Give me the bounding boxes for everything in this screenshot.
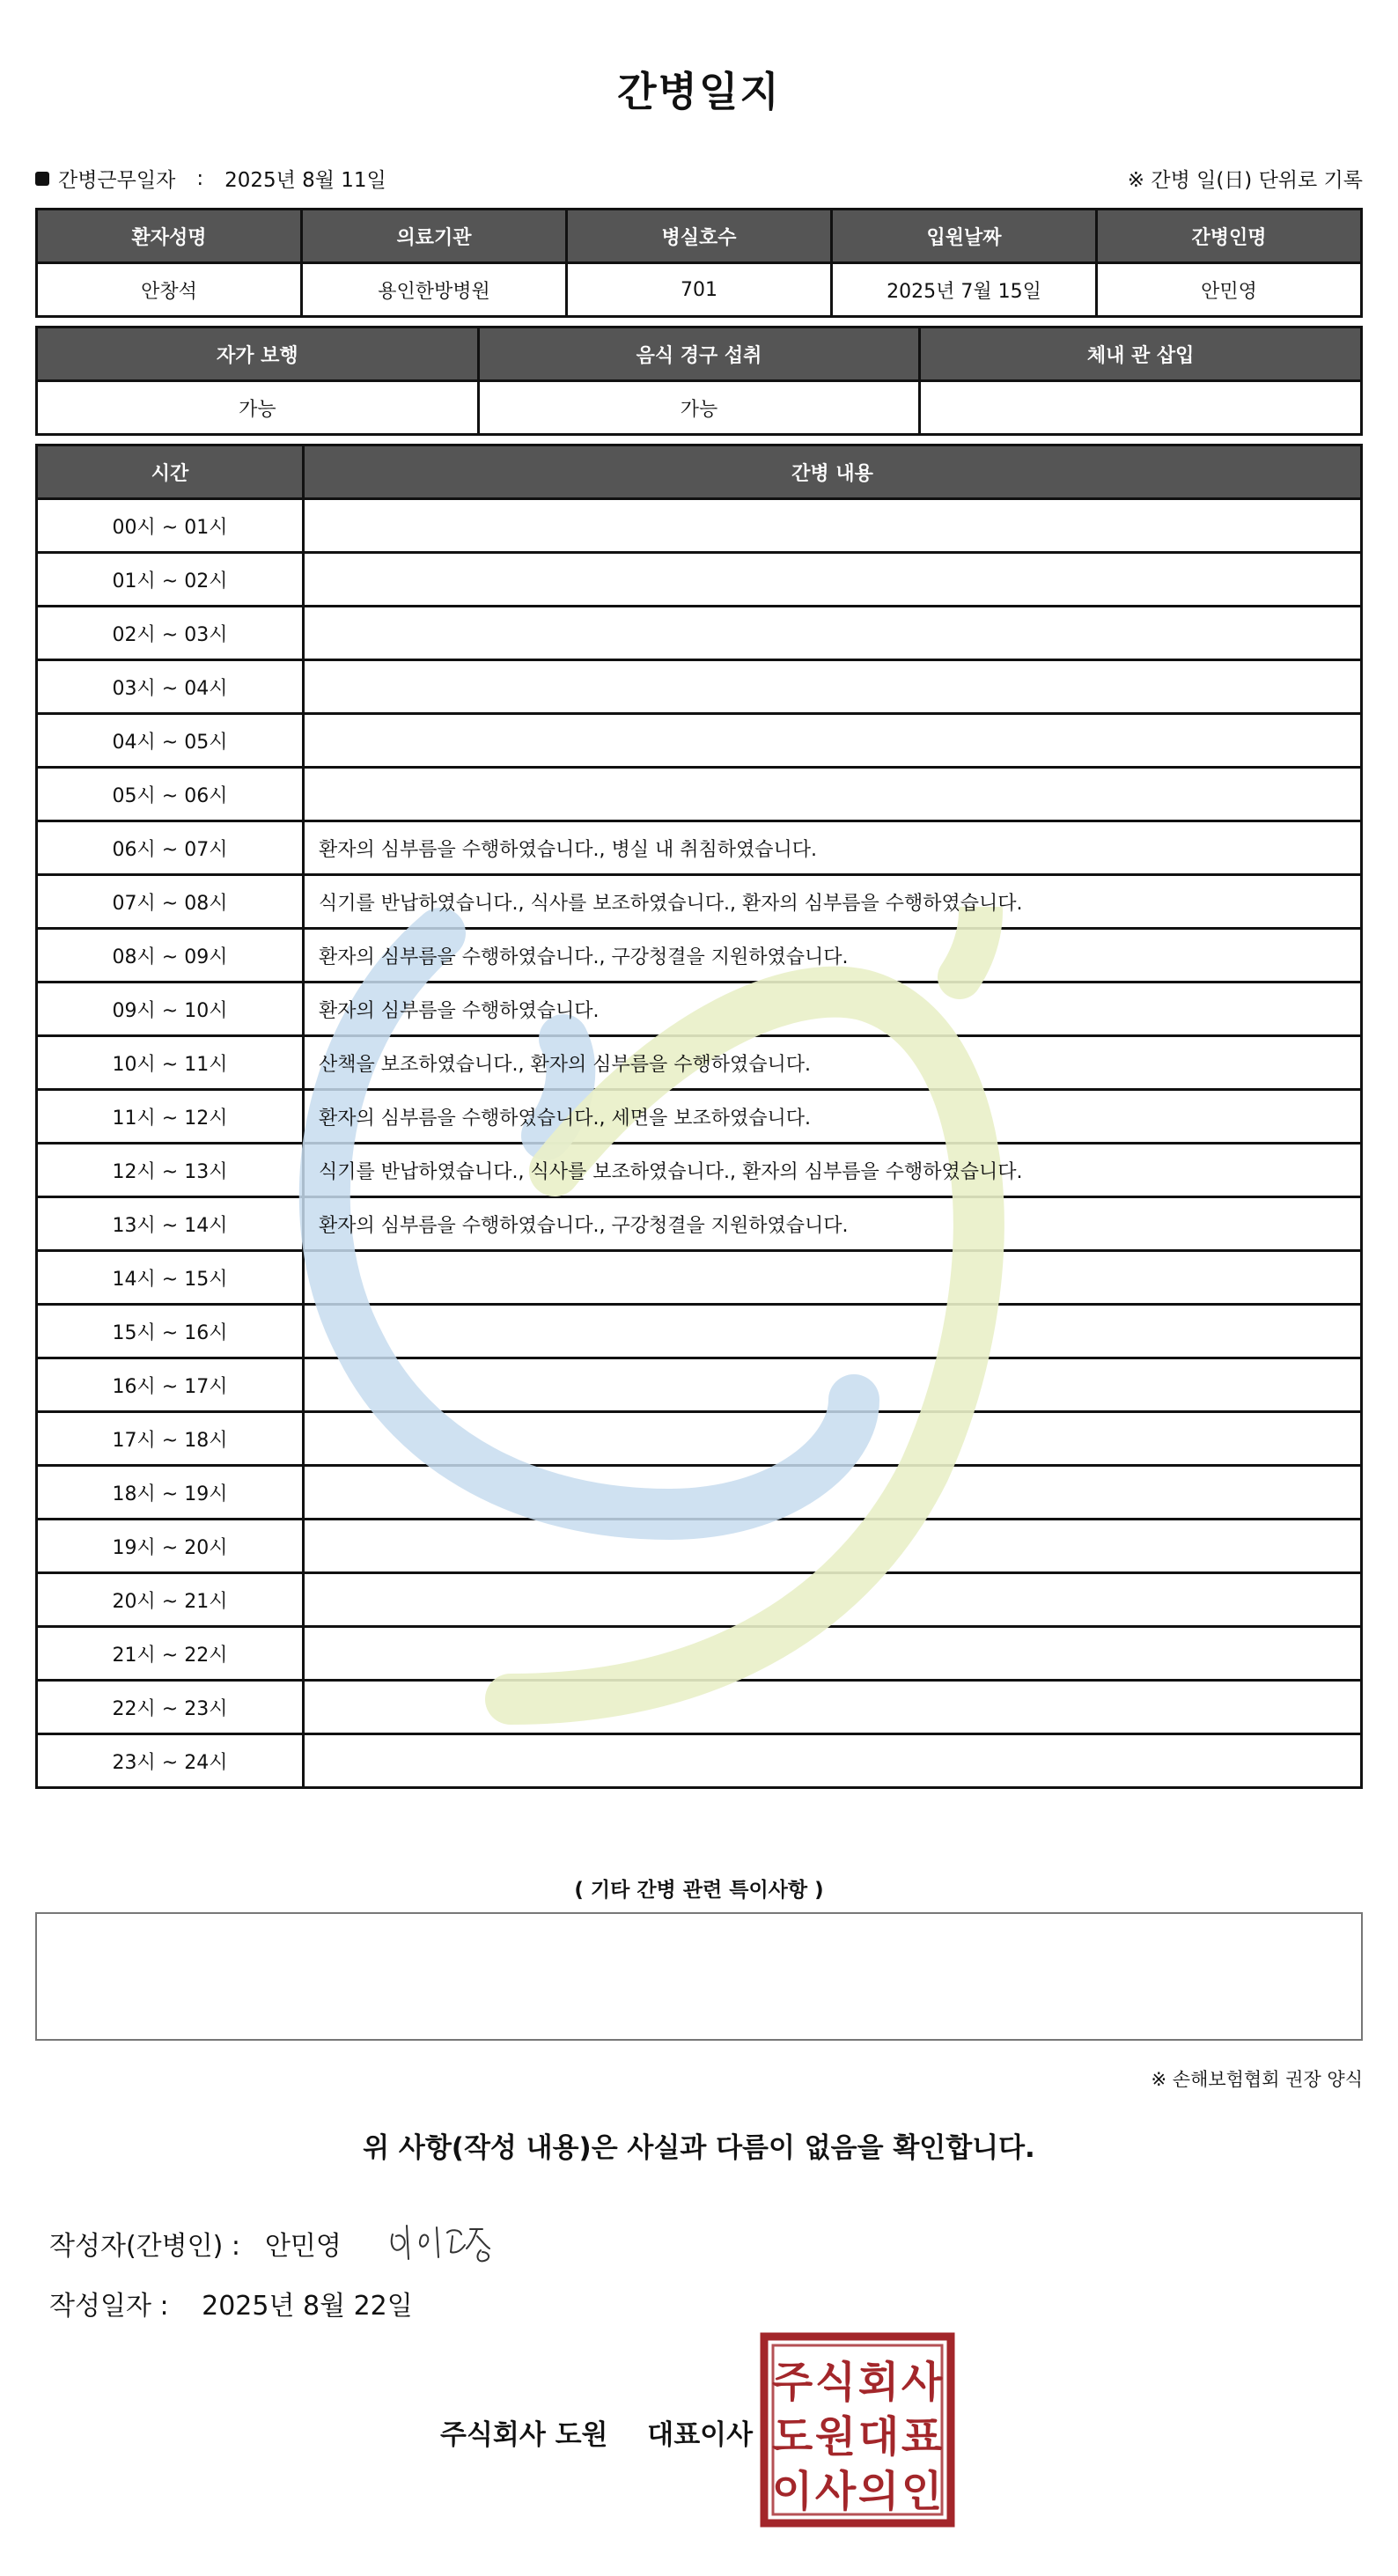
care-log-content: 산책을 보조하였습니다., 환자의 심부름을 수행하였습니다.: [304, 1036, 1362, 1090]
patient-info-table: [35, 208, 1363, 318]
header-oral-intake: 음식 경구 섭취: [478, 328, 920, 381]
care-log-row: [37, 983, 1362, 1036]
seal-character: 식: [814, 2358, 857, 2407]
company-line: [440, 2412, 753, 2452]
seal-character: 회: [857, 2358, 900, 2407]
special-notes-title: ( 기타 간병 관련 특이사항 ): [574, 1879, 824, 1902]
care-log-content: 환자의 심부름을 수행하였습니다., 병실 내 취침하였습니다.: [304, 821, 1362, 875]
care-log-row: [37, 1412, 1362, 1466]
care-log-time: 18시 ~ 19시: [37, 1466, 304, 1520]
patient-status-header-row: [37, 328, 1362, 381]
care-log-content: [304, 714, 1362, 768]
care-log-row: [37, 1734, 1362, 1788]
written-date-value: 2025년 8월 22일: [202, 2291, 413, 2322]
care-log-content: [304, 607, 1362, 660]
care-log-time: 23시 ~ 24시: [37, 1734, 304, 1788]
care-log-time: 10시 ~ 11시: [37, 1036, 304, 1090]
care-log-row: [37, 1197, 1362, 1251]
written-date-line: [49, 2284, 413, 2322]
care-log-content: [304, 1358, 1362, 1412]
care-log-row: [37, 1681, 1362, 1734]
work-date-line: [35, 164, 386, 193]
seal-character: 이: [771, 2467, 813, 2516]
care-log-row: [37, 768, 1362, 821]
care-log-content: [304, 1251, 1362, 1305]
care-log-time: 04시 ~ 05시: [37, 714, 304, 768]
patient-info-header-row: [37, 210, 1362, 263]
header-admission-date: 입원날짜: [832, 210, 1097, 263]
care-log-row: [37, 1090, 1362, 1144]
author-label: 작성자(간병인) :: [49, 2231, 240, 2262]
patient-status-table: [35, 326, 1363, 436]
care-log-content: 환자의 심부름을 수행하였습니다.: [304, 983, 1362, 1036]
care-log-content: [304, 1520, 1362, 1573]
author-line: [49, 2219, 518, 2268]
value-room-number: 701: [567, 263, 832, 317]
care-log-row: [37, 660, 1362, 714]
bullet-square-icon: [35, 172, 49, 186]
care-log-content: [304, 1734, 1362, 1788]
care-log-content: [304, 499, 1362, 553]
care-log-row: [37, 714, 1362, 768]
care-log-time: 13시 ~ 14시: [37, 1197, 304, 1251]
value-self-walking: 가능: [37, 381, 479, 435]
header-time: 시간: [37, 445, 304, 499]
care-log-time: 05시 ~ 06시: [37, 768, 304, 821]
company-name: 주식회사 도원: [440, 2419, 608, 2451]
patient-info-value-row: [37, 263, 1362, 317]
care-log-content: 환자의 심부름을 수행하였습니다., 세면을 보조하였습니다.: [304, 1090, 1362, 1144]
care-log-time: 19시 ~ 20시: [37, 1520, 304, 1573]
header-patient-name: 환자성명: [37, 210, 302, 263]
company-title: 대표이사: [647, 2419, 754, 2451]
care-log-row: [37, 1520, 1362, 1573]
company-seal-stamp: [759, 2331, 956, 2528]
value-oral-intake: 가능: [478, 381, 920, 435]
seal-character: 인: [901, 2467, 943, 2516]
care-log-row: [37, 1251, 1362, 1305]
value-admission-date: 2025년 7월 15일: [832, 263, 1097, 317]
care-log-row: [37, 1573, 1362, 1627]
work-date-label: 간병근무일자: [58, 169, 176, 192]
care-log-time: 14시 ~ 15시: [37, 1251, 304, 1305]
care-log-content: [304, 660, 1362, 714]
work-date-value: 2025년 8월 11일: [224, 169, 386, 192]
value-caregiver-name: 안민영: [1097, 263, 1362, 317]
special-notes-box: [35, 1912, 1363, 2041]
care-log-table: [35, 444, 1363, 1789]
header-self-walking: 자가 보행: [37, 328, 479, 381]
recommend-form-note: ※ 손해보험협회 권장 양식: [1151, 2069, 1363, 2090]
care-log-row: [37, 1627, 1362, 1681]
header-hospital: 의료기관: [302, 210, 567, 263]
care-log-row: [37, 499, 1362, 553]
care-log-row: [37, 1305, 1362, 1358]
care-log-time: 00시 ~ 01시: [37, 499, 304, 553]
seal-character: 사: [814, 2467, 857, 2516]
value-patient-name: 안창석: [37, 263, 302, 317]
seal-character: 의: [857, 2467, 900, 2516]
care-log-row: [37, 1466, 1362, 1520]
care-log-row: [37, 875, 1362, 929]
value-hospital: 용인한방병원: [302, 263, 567, 317]
seal-character: 표: [901, 2412, 943, 2462]
care-log-content: 식기를 반납하였습니다., 식사를 보조하였습니다., 환자의 심부름을 수행하였습니다.: [304, 875, 1362, 929]
care-log-content: [304, 1627, 1362, 1681]
care-log-time: 02시 ~ 03시: [37, 607, 304, 660]
header-tube-insertion: 체내 관 삽입: [920, 328, 1362, 381]
care-log-content: [304, 1466, 1362, 1520]
care-log-row: [37, 1358, 1362, 1412]
record-unit-note: ※ 간병 일(日) 단위로 기록: [1127, 169, 1363, 192]
care-log-header-row: [37, 445, 1362, 499]
patient-status-value-row: [37, 381, 1362, 435]
seal-character: 원: [814, 2412, 857, 2462]
care-log-content: [304, 1305, 1362, 1358]
seal-character: 사: [901, 2358, 943, 2407]
seal-character: 주: [771, 2358, 813, 2407]
value-tube-insertion: [920, 381, 1362, 435]
care-log-time: 16시 ~ 17시: [37, 1358, 304, 1412]
care-log-content: 환자의 심부름을 수행하였습니다., 구강청결을 지원하였습니다.: [304, 929, 1362, 983]
care-log-content: 식기를 반납하였습니다., 식사를 보조하였습니다., 환자의 심부름을 수행하였습니다.: [304, 1144, 1362, 1197]
care-log-time: 22시 ~ 23시: [37, 1681, 304, 1734]
care-log-row: [37, 929, 1362, 983]
care-log-time: 03시 ~ 04시: [37, 660, 304, 714]
written-date-label: 작성일자 :: [49, 2291, 169, 2322]
care-log-time: 09시 ~ 10시: [37, 983, 304, 1036]
header-care-content: 간병 내용: [304, 445, 1362, 499]
handwritten-signature: [386, 2219, 518, 2268]
care-log-time: 08시 ~ 09시: [37, 929, 304, 983]
care-log-time: 21시 ~ 22시: [37, 1627, 304, 1681]
confirmation-statement: 위 사항(작성 내용)은 사실과 다름이 없음을 확인합니다.: [363, 2132, 1035, 2164]
care-log-time: 12시 ~ 13시: [37, 1144, 304, 1197]
care-log-time: 17시 ~ 18시: [37, 1412, 304, 1466]
care-log-time: 20시 ~ 21시: [37, 1573, 304, 1627]
care-log-time: 06시 ~ 07시: [37, 821, 304, 875]
care-log-row: [37, 607, 1362, 660]
care-log-content: [304, 768, 1362, 821]
care-log-row: [37, 1144, 1362, 1197]
seal-characters: [772, 2358, 943, 2516]
care-log-content: [304, 1681, 1362, 1734]
header-caregiver-name: 간병인명: [1097, 210, 1362, 263]
care-log-time: 07시 ~ 08시: [37, 875, 304, 929]
care-log-content: [304, 553, 1362, 607]
care-log-row: [37, 821, 1362, 875]
care-log-content: [304, 1573, 1362, 1627]
work-date-separator: :: [196, 166, 204, 190]
care-log-time: 01시 ~ 02시: [37, 553, 304, 607]
care-log-content: [304, 1412, 1362, 1466]
seal-character: 대: [857, 2412, 900, 2462]
care-log-body: [37, 499, 1362, 1788]
care-log-time: 11시 ~ 12시: [37, 1090, 304, 1144]
author-name: 안민영: [264, 2231, 342, 2262]
header-room-number: 병실호수: [567, 210, 832, 263]
care-log-row: [37, 1036, 1362, 1090]
care-log-content: 환자의 심부름을 수행하였습니다., 구강청결을 지원하였습니다.: [304, 1197, 1362, 1251]
care-log-row: [37, 553, 1362, 607]
document-title: 간병일지: [617, 68, 781, 115]
seal-character: 도: [771, 2412, 813, 2462]
care-log-time: 15시 ~ 16시: [37, 1305, 304, 1358]
